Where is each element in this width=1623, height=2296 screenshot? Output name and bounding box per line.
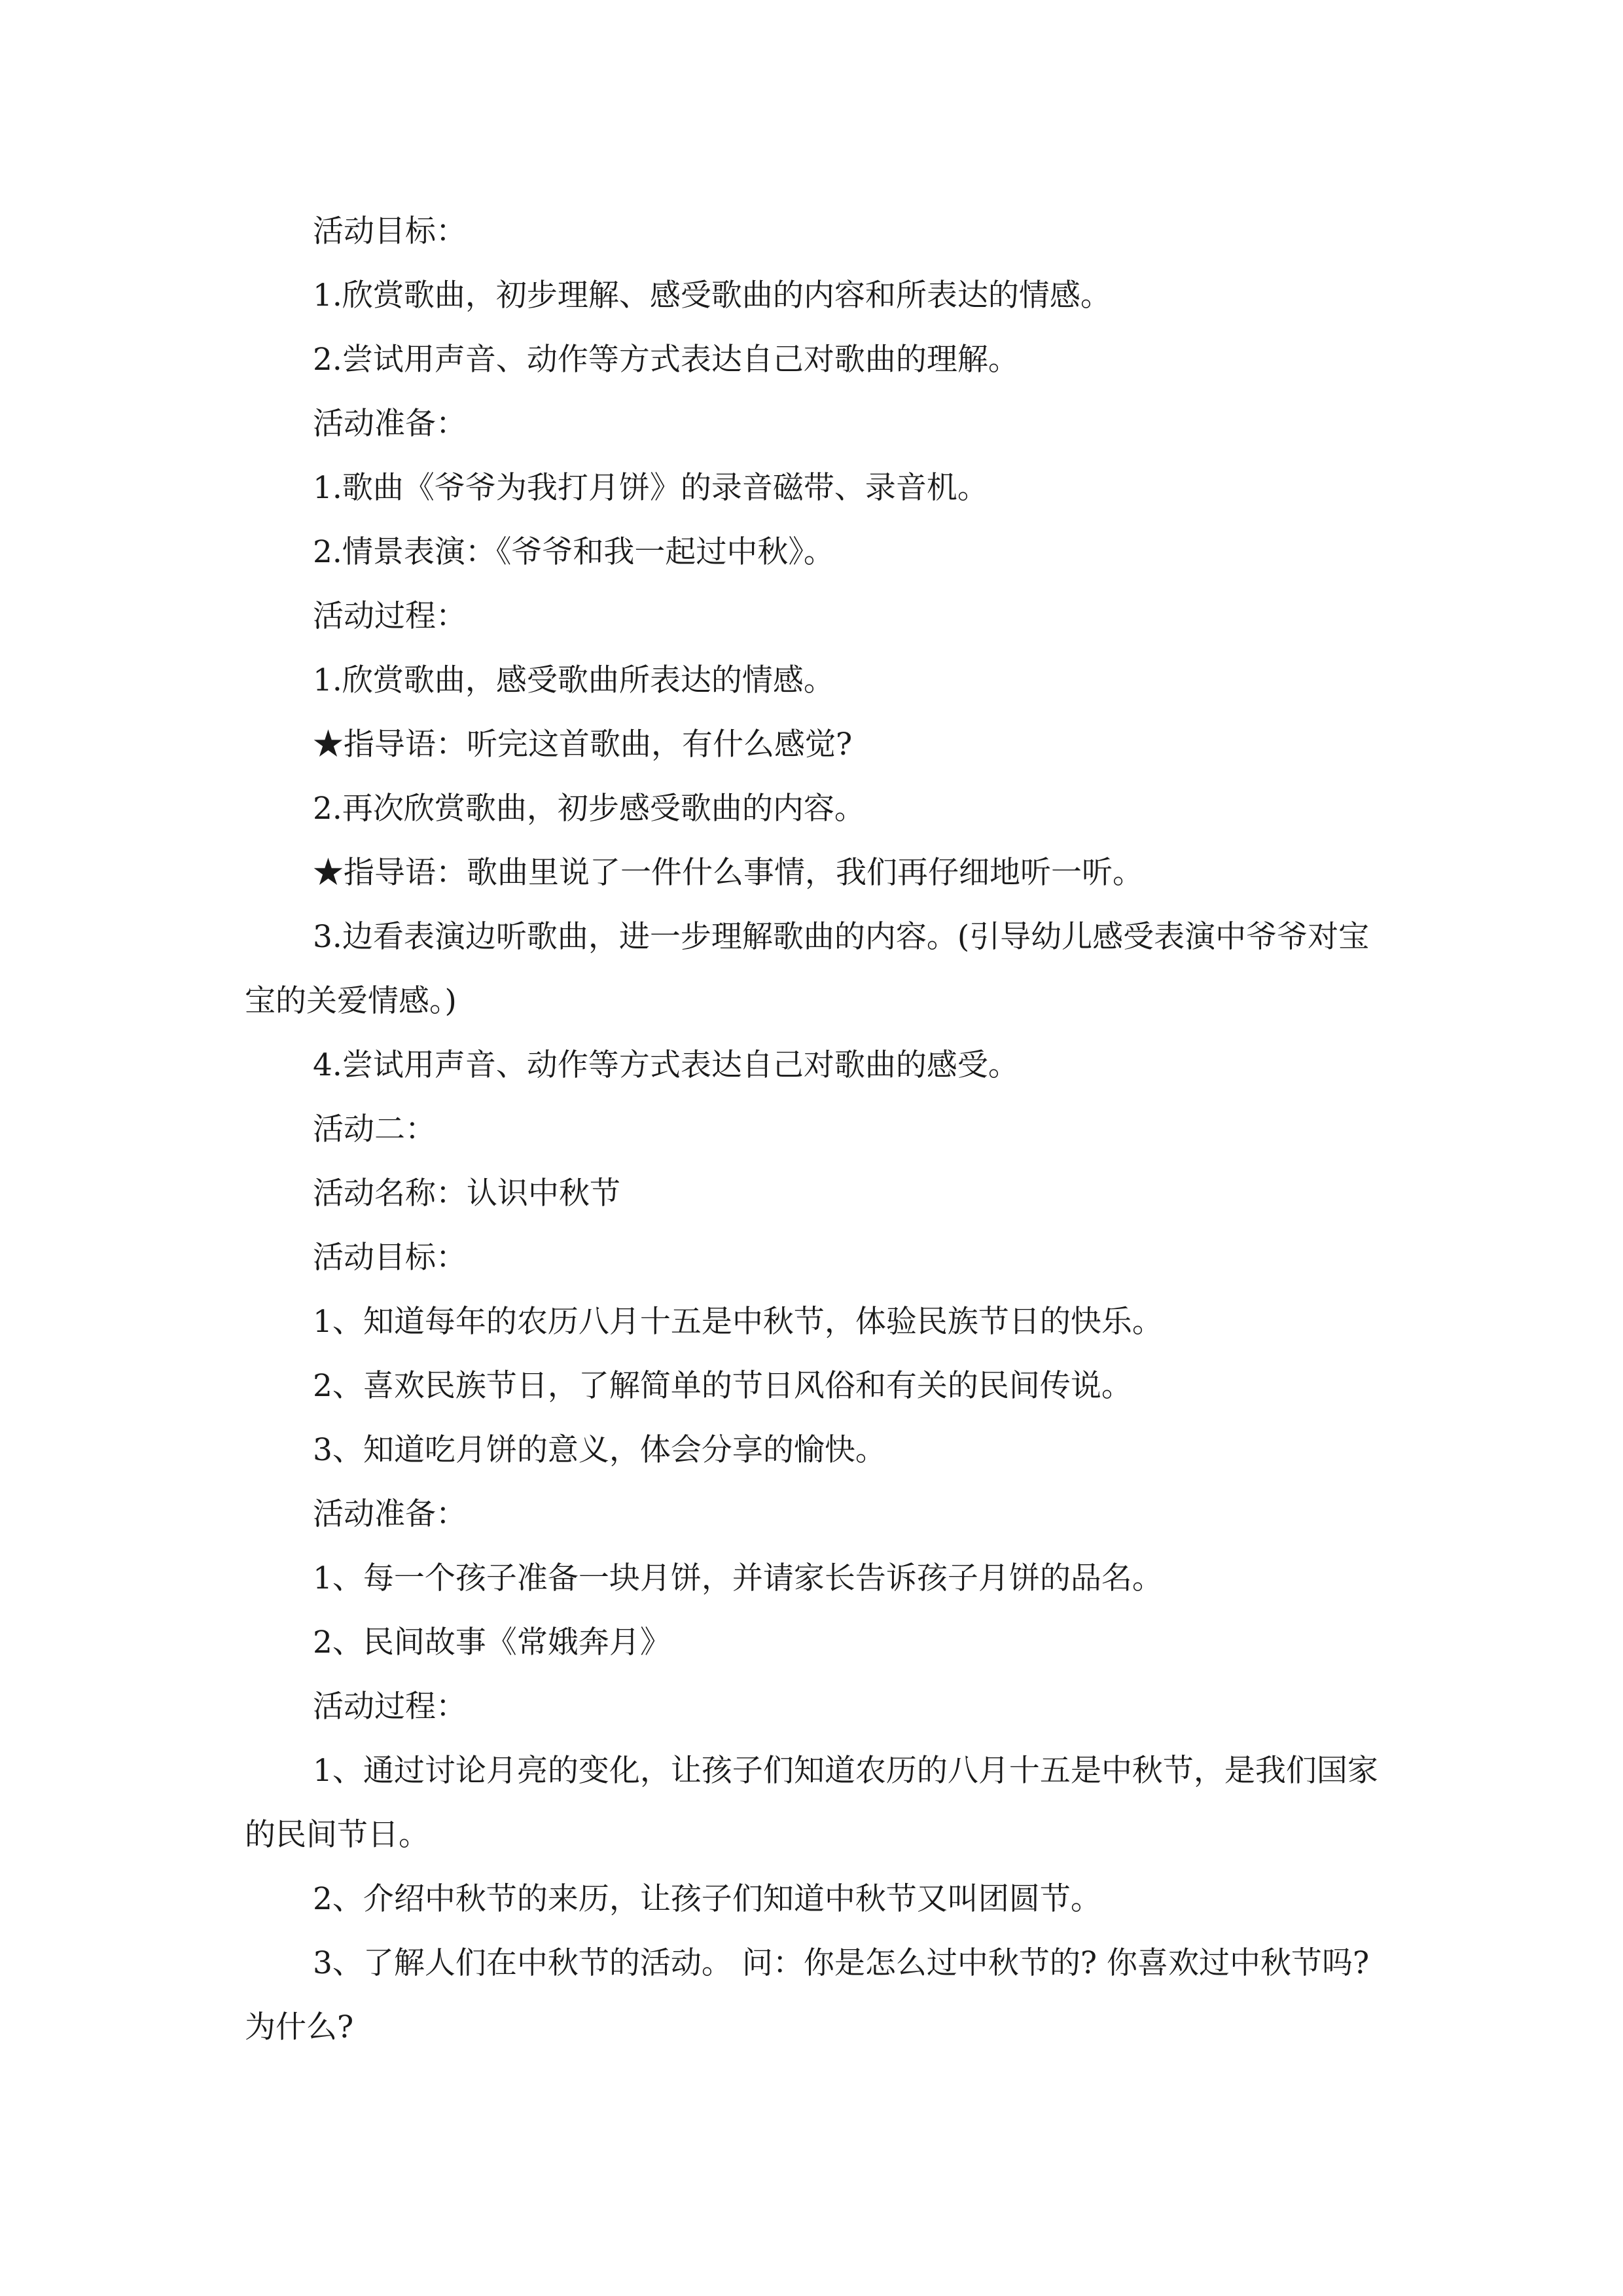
process-step-3: 3.边看表演边听歌曲，进一步理解歌曲的内容。(引导幼儿感受表演中爷爷对宝宝的关爱情感。) <box>245 919 1370 1019</box>
process-step-2-1: 1、通过讨论月亮的变化，让孩子们知道农历的八月十五是中秋节，是我们国家的民间节日。 <box>245 1753 1378 1853</box>
section-heading-process-2: 活动过程： <box>313 1689 467 1725</box>
section-heading-process: 活动过程： <box>313 598 467 634</box>
document-body <box>245 200 1383 2060</box>
section-heading-goals: 活动目标： <box>313 213 467 249</box>
process-step-2-3: 3、了解人们在中秋节的活动。 问：你是怎么过中秋节的? 你喜欢过中秋节吗?为什么? <box>245 1945 1370 2045</box>
activity-two-heading: 活动二： <box>313 1111 436 1147</box>
section-heading-preparation: 活动准备： <box>313 406 467 442</box>
preparation-item-2: 2.情景表演：《爷爷和我一起过中秋》。 <box>313 534 834 570</box>
section-heading-goals-2: 活动目标： <box>313 1240 467 1276</box>
goal-item-2-1: 1、知道每年的农历八月十五是中秋节，体验民族节日的快乐。 <box>313 1304 1163 1340</box>
process-step-1: 1.欣赏歌曲，感受歌曲所表达的情感。 <box>313 662 834 698</box>
goal-item-1: 1.欣赏歌曲，初步理解、感受歌曲的内容和所表达的情感。 <box>313 278 1111 314</box>
activity-name: 活动名称：认识中秋节 <box>313 1175 620 1211</box>
guidance-note-2: ★指导语：歌曲里说了一件什么事情，我们再仔细地听一听。 <box>313 855 1143 891</box>
goal-item-2-3: 3、知道吃月饼的意义，体会分享的愉快。 <box>313 1432 886 1468</box>
preparation-item-2-1: 1、每一个孩子准备一块月饼，并请家长告诉孩子月饼的品名。 <box>313 1560 1163 1596</box>
process-step-4: 4.尝试用声音、动作等方式表达自己对歌曲的感受。 <box>313 1047 1019 1083</box>
process-step-2: 2.再次欣赏歌曲，初步感受歌曲的内容。 <box>313 791 865 827</box>
guidance-note-1: ★指导语：听完这首歌曲，有什么感觉? <box>313 726 853 762</box>
preparation-item-1: 1.歌曲《爷爷为我打月饼》的录音磁带、录音机。 <box>313 470 988 506</box>
goal-item-2-2: 2、喜欢民族节日，了解简单的节日风俗和有关的民间传说。 <box>313 1368 1132 1404</box>
process-step-2-2: 2、介绍中秋节的来历，让孩子们知道中秋节又叫团圆节。 <box>313 1881 1101 1917</box>
preparation-item-2-2: 2、民间故事《常娥奔月》 <box>313 1624 671 1660</box>
goal-item-2: 2.尝试用声音、动作等方式表达自己对歌曲的理解。 <box>313 342 1019 378</box>
section-heading-preparation-2: 活动准备： <box>313 1496 467 1532</box>
